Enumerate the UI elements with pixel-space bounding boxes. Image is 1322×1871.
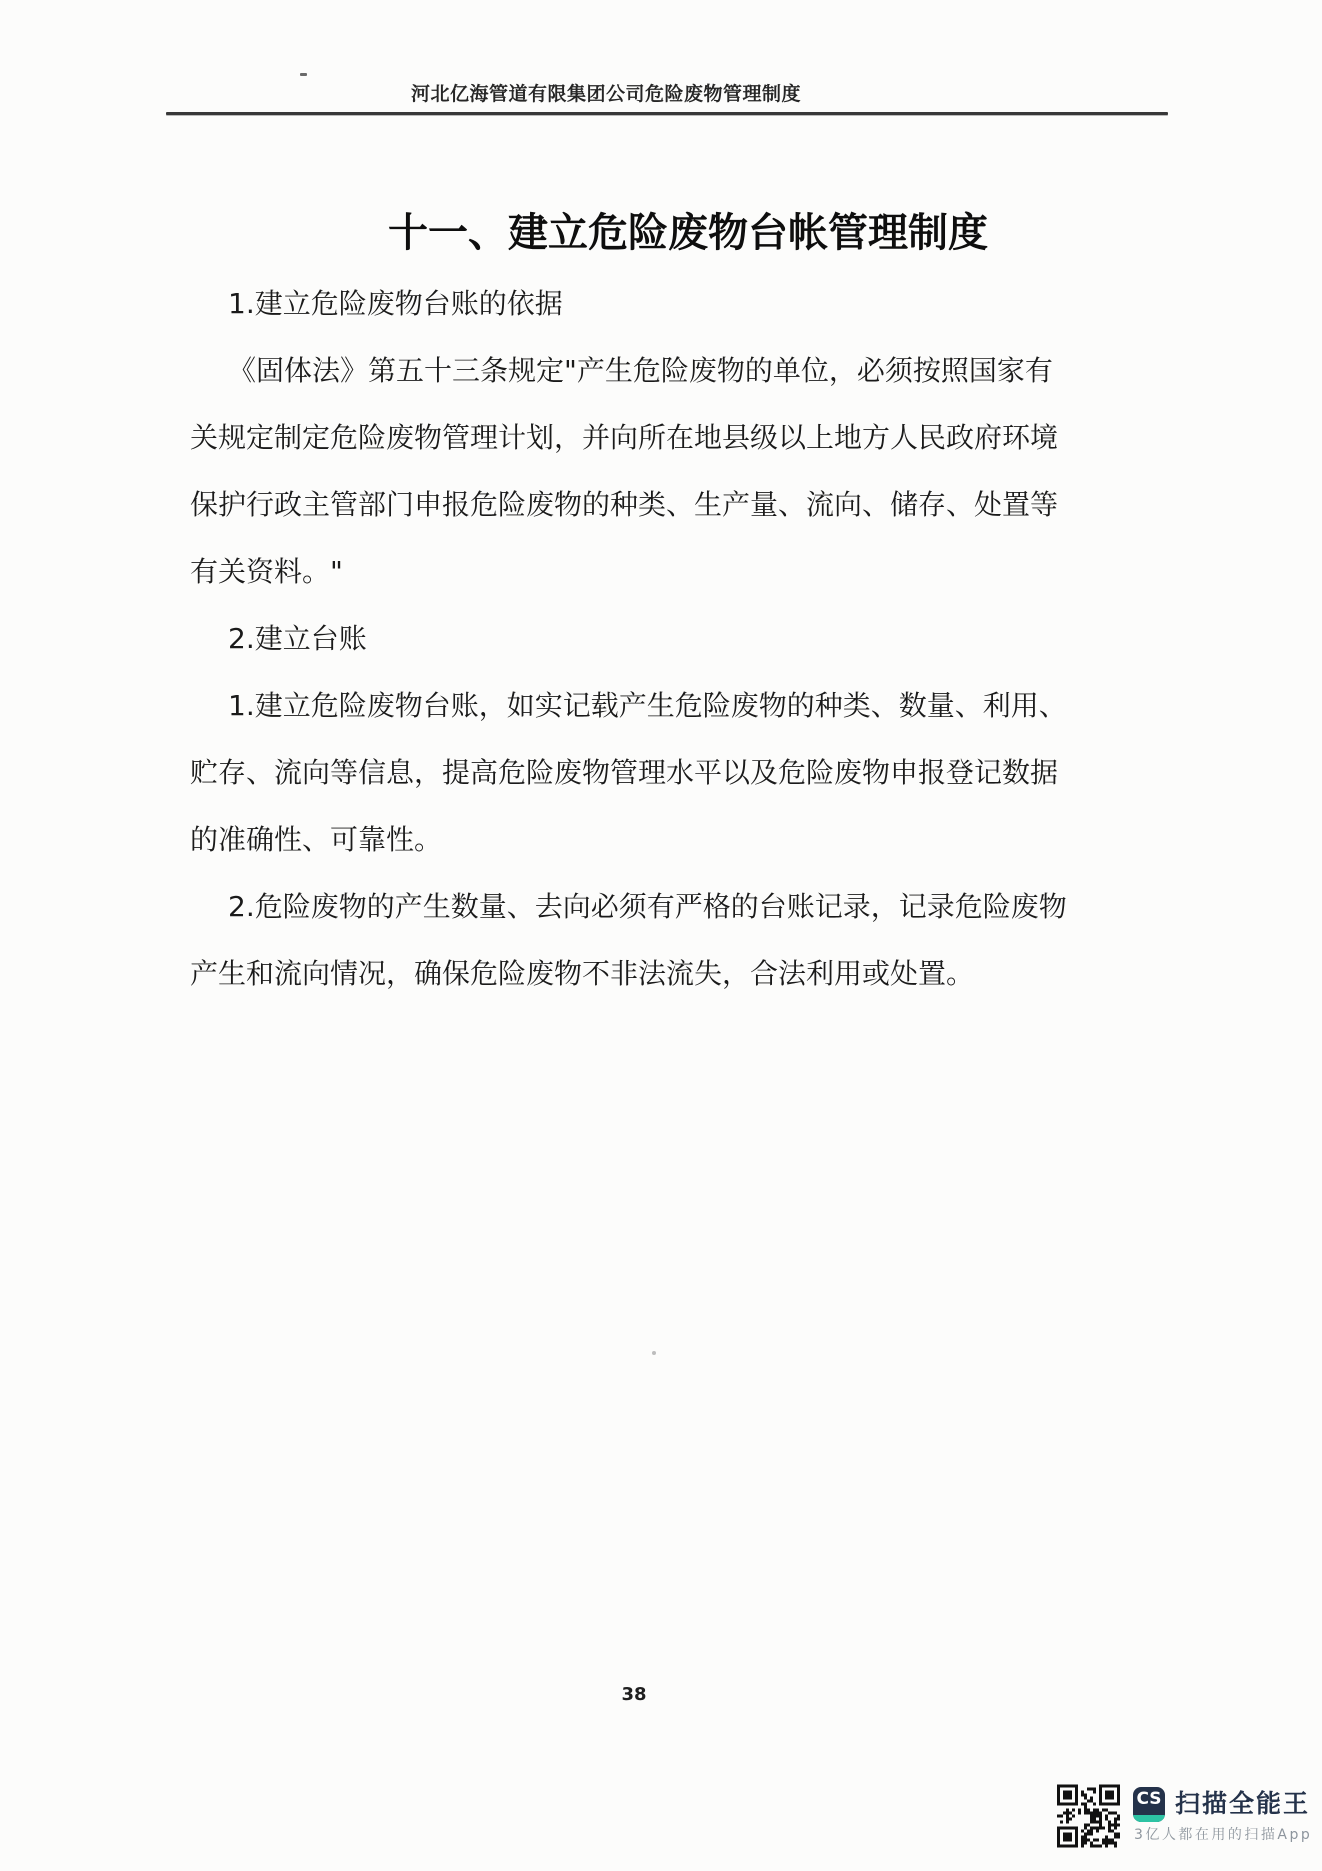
section-title: 十一、建立危险废物台帐管理制度 bbox=[388, 210, 988, 256]
body-line: 贮存、流向等信息，提高危险废物管理水平以及危险废物申报登记数据 bbox=[190, 756, 1059, 789]
body-line: 的准确性、可靠性。 bbox=[190, 823, 443, 856]
body-line: 2.危险废物的产生数量、去向必须有严格的台账记录，记录危险废物 bbox=[228, 890, 1067, 923]
body-line: 保护行政主管部门申报危险废物的种类、生产量、流向、储存、处置等 bbox=[190, 488, 1059, 521]
document-body bbox=[190, 270, 1120, 1007]
page-number: 38 bbox=[621, 1684, 647, 1705]
body-line: 有关资料。" bbox=[190, 555, 343, 588]
body-line: 2.建立台账 bbox=[228, 622, 367, 655]
body-line: 关规定制定危险废物管理计划，并向所在地县级以上地方人民政府环境 bbox=[190, 421, 1059, 454]
header-divider-line bbox=[166, 112, 1168, 115]
body-line: 1.建立危险废物台账，如实记载产生危险废物的种类、数量、利用、 bbox=[228, 689, 1067, 722]
scan-artifact-dot bbox=[652, 1351, 656, 1355]
cs-icon-teal-bar bbox=[1133, 1815, 1165, 1822]
cs-icon-label: CS bbox=[1136, 1789, 1162, 1809]
camscanner-app-name: 扫描全能王 bbox=[1175, 1789, 1311, 1818]
body-line: 产生和流向情况，确保危险废物不非法流失，合法利用或处置。 bbox=[190, 957, 975, 990]
body-line: 1.建立危险废物台账的依据 bbox=[228, 287, 563, 320]
camscanner-tagline: 3亿人都在用的扫描App bbox=[1134, 1827, 1313, 1843]
page-header-title: 河北亿海管道有限集团公司危险废物管理制度 bbox=[410, 83, 801, 105]
qr-code bbox=[1057, 1784, 1120, 1848]
camscanner-app-icon bbox=[1133, 1787, 1165, 1822]
body-line: 《固体法》第五十三条规定"产生危险废物的单位，必须按照国家有 bbox=[228, 354, 1053, 387]
scan-artifact-dash bbox=[300, 73, 307, 76]
